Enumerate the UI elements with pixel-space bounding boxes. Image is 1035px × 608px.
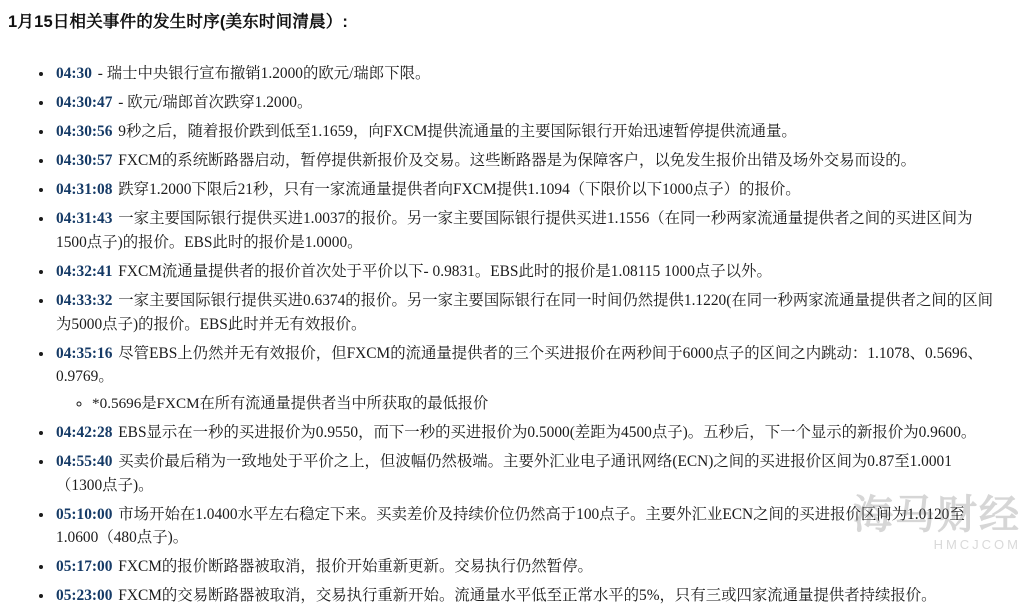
- event-text: FXCM的报价断路器被取消，报价开始重新更新。交易执行仍然暂停。: [114, 558, 593, 576]
- event-text: 跌穿1.2000下限后21秒，只有一家流通量提供者向FXCM提供1.1094（下限价以下1000点子）的报价。: [114, 181, 801, 199]
- event-time: 04:33:32: [56, 292, 113, 309]
- event-time: 04:30:47: [56, 94, 113, 112]
- list-item: [54, 62, 994, 86]
- list-item: [54, 91, 994, 115]
- event-text: 尽管EBS上仍然并无有效报价，但FXCM的流通量提供者的三个买进报价在两秒间于6000点子的区间之内跳动：1.1078、0.5696、0.9769。: [56, 344, 983, 386]
- list-item: [54, 555, 994, 579]
- event-text: 买卖价最后稍为一致地处于平价之上，但波幅仍然极端。主要外汇业电子通讯网络(ECN)之间的买进报价区间为0.87至1.0001（1300点子)。: [56, 453, 952, 494]
- event-text: FXCM的系统断路器启动，暂停提供新报价及交易。这些断路器是为保障客户，以免发生报价出错及场外交易而设的。: [114, 152, 917, 170]
- list-item: ◦ *0.5696是FXCM在所有流通量提供者当中所获取的最低报价: [92, 393, 994, 416]
- list-item: [54, 207, 994, 254]
- event-text: FXCM流通量提供者的报价首次处于平价以下‑ 0.9831。EBS此时的报价是1.08115 1000点子以外。: [114, 262, 772, 280]
- event-time: 04:30:56: [56, 123, 113, 141]
- watermark-brand: 海马财经: [853, 493, 1021, 537]
- event-timeline-list: [0, 62, 994, 608]
- event-time: 04:31:43: [56, 210, 113, 228]
- list-item: [54, 584, 994, 608]
- event-text: EBS显示在一秒的买进报价为0.9550，而下一秒的买进报价为0.5000(差距为4500点子)。五秒后，下一个显示的新报价为0.9600。: [114, 424, 977, 442]
- list-item: [54, 342, 994, 416]
- event-sub-list: [56, 393, 994, 416]
- list-item: [54, 260, 994, 284]
- event-text: 一家主要国际银行提供买进0.6374的报价。另一家主要国际银行在同一时间仍然提供1.1220(在同一秒两家流通量提供者之间的区间为5000点子)的报价。EBS此时并无有效报价。: [56, 292, 993, 333]
- event-text: - 瑞士中央银行宣布撤销1.2000的欧元/瑞郎下限。: [93, 65, 431, 82]
- event-text: FXCM的交易断路器被取消，交易执行重新开始。流通量水平低至正常水平的5%，只有三或四家流通量提供者持续报价。: [114, 587, 937, 605]
- list-item: [54, 421, 994, 445]
- event-time: 04:42:28: [56, 424, 113, 442]
- list-item: [54, 289, 994, 336]
- list-item: [54, 450, 994, 497]
- event-time: 04:30: [56, 65, 92, 82]
- list-item: [54, 503, 994, 550]
- event-time: 04:30:57: [56, 152, 113, 170]
- page-title: 1月15日相关事件的发生时序(美东时间清晨）:: [8, 13, 349, 31]
- event-time: 05:10:00: [56, 505, 113, 523]
- watermark-sub: HMCJCOM: [933, 537, 1021, 552]
- event-text: 9秒之后，随着报价跌到低至1.1659，向FXCM提供流通量的主要国际银行开始迅速暂停提供流通量。: [114, 123, 797, 141]
- event-text: 一家主要国际银行提供买进1.0037的报价。另一家主要国际银行提供买进1.1556（在同一秒两家流通量提供者之间的买进区间为1500点子)的报价。EBS此时的报价是1.0000。: [56, 210, 973, 251]
- event-time: 05:17:00: [56, 558, 113, 576]
- list-item: [54, 149, 994, 173]
- event-time: 04:55:40: [56, 453, 113, 471]
- event-time: 04:35:16: [56, 344, 113, 362]
- list-item: [54, 120, 994, 144]
- event-text: - 欧元/瑞郎首次跌穿1.2000。: [114, 94, 313, 112]
- event-time: 04:32:41: [56, 262, 113, 280]
- event-text: 市场开始在1.0400水平左右稳定下来。买卖差价及持续价位仍然高于100点子。主要外汇业ECN之间的买进报价区间为1.0120至1.0600（480点子)。: [56, 505, 965, 547]
- event-time: 04:31:08: [56, 181, 113, 199]
- event-time: 05:23:00: [56, 587, 113, 605]
- list-item: [54, 178, 994, 202]
